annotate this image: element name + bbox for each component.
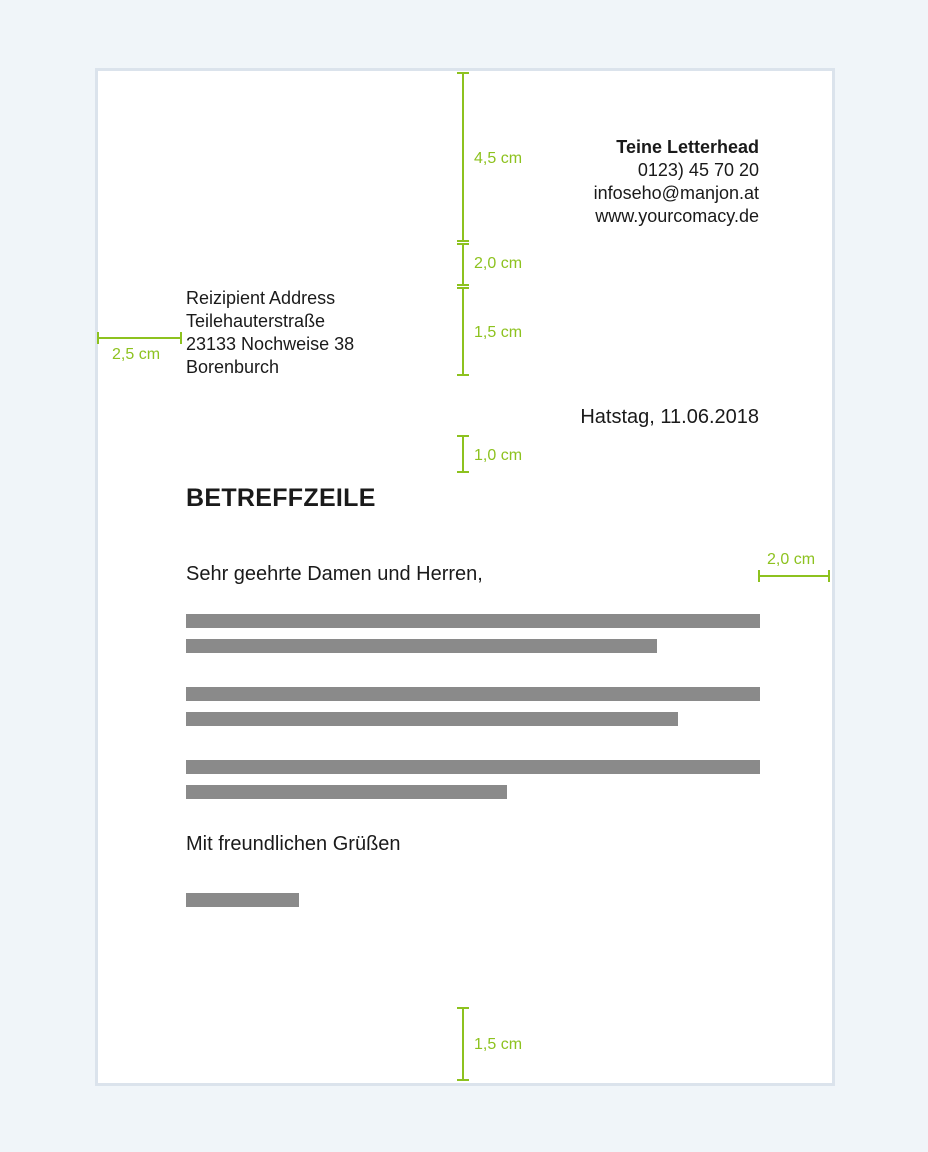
- letter-date: Hatstag, 11.06.2018: [580, 406, 759, 428]
- letterhead-name: Teine Letterhead: [616, 137, 759, 157]
- recipient-line-2: Teilehauterstraße: [186, 311, 326, 331]
- bottom-margin-label: 1,5 cm: [474, 1036, 523, 1053]
- recipient-line-3: 23133 Nochweise 38: [186, 334, 355, 354]
- body-text-placeholder: [186, 639, 657, 653]
- closing-line: Mit freundlichen Grüßen: [186, 833, 401, 855]
- left-margin-label: 2,5 cm: [112, 346, 161, 363]
- body-text-placeholder: [186, 687, 760, 701]
- body-text-placeholder: [186, 760, 760, 774]
- right-margin-label: 2,0 cm: [767, 551, 816, 568]
- body-text-placeholder: [186, 785, 507, 799]
- address-offset-label: 1,5 cm: [474, 324, 523, 341]
- salutation: Sehr geehrte Damen und Herren,: [186, 563, 483, 585]
- letterhead-website: www.yourcomacy.de: [595, 206, 759, 226]
- recipient-line-1: Reizipient Address: [186, 288, 336, 308]
- recipient-line-4: Borenburch: [186, 357, 280, 377]
- subject-line: BETREFFZEILE: [186, 484, 376, 512]
- body-text-placeholder: [186, 614, 760, 628]
- date-gap-label: 1,0 cm: [474, 447, 523, 464]
- letterhead-email: infoseho@manjon.at: [593, 183, 759, 203]
- signature-placeholder: [186, 893, 299, 907]
- body-text-placeholder: [186, 712, 678, 726]
- letterhead-phone: 0123) 45 70 20: [637, 160, 759, 180]
- top-margin-label: 4,5 cm: [474, 150, 523, 167]
- header-gap-label: 2,0 cm: [474, 255, 523, 272]
